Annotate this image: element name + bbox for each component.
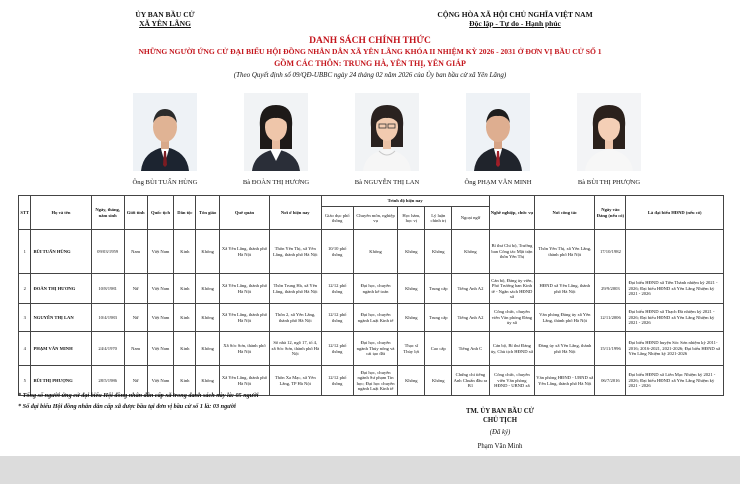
signature-block [430,408,570,451]
cell-edu-political: Trung cấp [425,274,452,304]
issuer-line1: ỦY BAN BẦU CỬ [135,10,195,19]
cell-residence: Thôn Trung Hà, xã Yên Lãng, thành phố Hà Nội [269,274,321,304]
cell-workplace: HĐND xã Yên Lãng, thành phố Hà Nội [535,274,595,304]
header-hometown: Quê quán [220,196,270,230]
candidate-caption-5: Bà BÙI THỊ PHƯỢNG [577,179,641,186]
cell-party-date: 15/11/1996 [595,332,626,366]
cell-ethnicity: Kinh [174,304,196,332]
cell-workplace: Thôn Yên Thị, xã Yên Lãng, thành phố Hà Nội [535,230,595,274]
header-religion: Tôn giáo [196,196,220,230]
cell-party-date: 29/9/2003 [595,274,626,304]
cell-workplace: Văn phòng HĐND - UBND xã Yên Lãng, thành phố Hà Nội [535,366,595,396]
cell-occupation: Công chức, chuyên viên Văn phòng HĐND - UBND xã [489,366,535,396]
header-residence: Nơi ở hiện nay [269,196,321,230]
cell-council: Đại biểu HĐND xã Thạch Đà nhiệm kỳ 2021 - 2026; Đại biểu HĐND xã Yên Lãng Nhiệm kỳ 2021 - 2026 [626,304,724,332]
note-seats: * Số đại biểu Hội đồng nhân dân cấp xã được bầu tại đơn vị bầu cử số 1 là: 03 người [18,403,236,410]
cell-edu-degree: Không [398,230,425,274]
candidate-photo-1 [133,93,197,171]
signature-org: TM. ỦY BAN BẦU CỬ [465,408,535,415]
cell-dob: 09/03/1959 [91,230,124,274]
header-education-group: Trình độ hiện nay [321,196,489,207]
cell-sex: Nữ [124,304,147,332]
cell-party-date: 17/10/1982 [595,230,626,274]
cell-name: PHẠM VĂN MINH [31,332,91,366]
villages-line: GỒM CÁC THÔN: TRUNG HÀ, YÊN THỊ, YÊN GIÁP [274,59,466,68]
candidate-photo-2 [244,93,308,171]
candidate-caption-4: Ông PHẠM VĂN MINH [464,179,532,186]
cell-nationality: Việt Nam [147,332,174,366]
header-workplace: Nơi công tác [535,196,595,230]
cell-edu-general: 12/12 phổ thông [321,304,353,332]
cell-edu-language: Tiếng Anh A2 [452,304,489,332]
candidate-photo-3 [355,93,419,171]
cell-name: ĐOÀN THỊ HƯƠNG [31,274,91,304]
header-council: Là đại biểu HĐND (nếu có) [626,196,724,230]
issuer-line2: XÃ YÊN LÃNG [139,19,191,28]
cell-edu-major: Đại học, chuyên ngành Luật Kinh tế [353,304,398,332]
signature-title: CHỦ TỊCH [482,416,518,424]
cell-hometown: Xã Yên Lãng, thành phố Hà Nội [220,230,270,274]
bottom-margin [0,456,740,484]
cell-name: BÙI TUẤN HÙNG [31,230,91,274]
cell-edu-major: Đại học, chuyên ngành Sư phạm Tin học; Đại học chuyên ngành Luật Kinh tế [353,366,398,396]
candidate-caption-2: Bà ĐOÀN THỊ HƯƠNG [242,179,310,186]
cell-edu-degree: Không [398,304,425,332]
cell-ethnicity: Kinh [174,366,196,396]
national-header [415,10,615,28]
cell-stt: 4 [19,332,31,366]
cell-religion: Không [196,230,220,274]
cell-edu-language: Tiếng Anh A2 [452,274,489,304]
header-edu-language: Ngoại ngữ [452,207,489,230]
cell-council: Đại biểu HĐND xã Liên Mạc Nhiệm kỳ 2021 - 2026; Đại biểu HĐND xã Yên Lãng Nhiệm kỳ 2021 - 2026 [626,366,724,396]
cell-religion: Không [196,304,220,332]
cell-party-date: 06/7/2016 [595,366,626,396]
cell-residence: Thôn Yên Thị, xã Yên Lãng, thành phố Hà Nội [269,230,321,274]
cell-nationality: Việt Nam [147,304,174,332]
cell-council [626,230,724,274]
cell-occupation: Cán bộ, Đảng ủy viên, Phó Trưởng ban Kinh tế - Ngân sách HĐND xã [489,274,535,304]
cell-occupation: Bí thư Chi bộ, Trưởng ban Công tác Mặt trận thôn Yên Thị [489,230,535,274]
national-motto: Độc lập - Tự do - Hạnh phúc [469,19,561,28]
header-edu-general: Giáo dục phổ thông [321,207,353,230]
table-row [19,304,724,332]
cell-dob: 24/4/1970 [91,332,124,366]
cell-occupation: Công chức, chuyên viên Văn phòng Đảng ủy xã [489,304,535,332]
cell-sex: Nam [124,230,147,274]
header-dob: Ngày, tháng, năm sinh [91,196,124,230]
cell-occupation: Cán bộ, Bí thư Đảng ủy, Chủ tịch HĐND xã [489,332,535,366]
cell-edu-major: Không [353,230,398,274]
cell-edu-major: Đại học, chuyên ngành kế toán [353,274,398,304]
cell-sex: Nữ [124,274,147,304]
table-row [19,230,724,274]
cell-hometown: Xã Yên Lãng, thành phố Hà Nội [220,304,270,332]
header-party-date: Ngày vào Đảng (nếu có) [595,196,626,230]
cell-religion: Không [196,366,220,396]
signature-name: Phạm Văn Minh [477,442,523,450]
cell-edu-political: Không [425,230,452,274]
national-line1: CỘNG HÒA XÃ HỘI CHỦ NGHĨA VIỆT NAM [437,10,593,19]
cell-nationality: Việt Nam [147,274,174,304]
cell-council: Đại biểu HĐND huyện Sóc Sơn nhiệm kỳ 2011-2016; 2016-2021, 2021-2026; Đại biểu HĐND xã Yên Lãng Nhiệm kỳ 2021-2026 [626,332,724,366]
signature-status: (Đã ký) [489,429,511,436]
cell-hometown: Xã Yên Lãng, thành phố Hà Nội [220,274,270,304]
header-edu-major: Chuyên môn, nghiệp vụ [353,207,398,230]
header-stt: STT [19,196,31,230]
cell-residence: Số nhà 12, ngõ 17, tổ 4, xã Sóc Sơn, thành phố Hà Nội [269,332,321,366]
cell-stt: 3 [19,304,31,332]
cell-name: BÙI THỊ PHƯỢNG [31,366,91,396]
candidate-photo-4 [466,93,530,171]
cell-ethnicity: Kinh [174,230,196,274]
cell-edu-general: 12/12 phổ thông [321,366,353,396]
cell-stt: 5 [19,366,31,396]
table-row [19,366,724,396]
candidate-caption-3: Bà NGUYỄN THỊ LAN [354,179,420,186]
cell-edu-language: Chứng chỉ tiếng Anh Chuẩn đầu ra B1 [452,366,489,396]
cell-edu-general: 10/10 phổ thông [321,230,353,274]
cell-nationality: Việt Nam [147,230,174,274]
candidate-caption-1: Ông BÙI TUẤN HÙNG [132,179,198,186]
cell-edu-political: Cao cấp [425,332,452,366]
cell-ethnicity: Kinh [174,274,196,304]
cell-edu-political: Không [425,366,452,396]
header-ethnicity: Dân tộc [174,196,196,230]
cell-edu-political: Trung cấp [425,304,452,332]
cell-sex: Nữ [124,366,147,396]
cell-religion: Không [196,274,220,304]
cell-residence: Thôn 2, xã Yên Lãng, thành phố Hà Nội [269,304,321,332]
document-subtitle: NHỮNG NGƯỜI ỨNG CỬ ĐẠI BIỂU HỘI ĐỒNG NHÂN DÂN XÃ YÊN LÃNG KHÓA II NHIỆM KỲ 2026 - 2031 Ở ĐƠN VỊ BẦU CỬ SỐ 1 [138,47,602,56]
note-total-candidates: * Tổng số người ứng cử đại biểu Hội đồng nhân dân cấp xã trong danh sách này là: 05 người [18,392,259,399]
cell-dob: 28/5/1986 [91,366,124,396]
cell-stt: 2 [19,274,31,304]
cell-name: NGUYỄN THỊ LAN [31,304,91,332]
cell-edu-language: Tiếng Anh C [452,332,489,366]
cell-ethnicity: Kinh [174,332,196,366]
cell-workplace: Đảng ủy xã Yên Lãng, thành phố Hà Nội [535,332,595,366]
document-title: DANH SÁCH CHÍNH THỨC [309,36,431,46]
header-nationality: Quốc tịch [147,196,174,230]
header-name: Họ và tên [31,196,91,230]
header-sex: Giới tính [124,196,147,230]
cell-stt: 1 [19,230,31,274]
cell-edu-general: 12/12 phổ thông [321,332,353,366]
cell-residence: Thôn Xa Mạc, xã Yên Lãng, TP Hà Nội [269,366,321,396]
cell-workplace: Văn phòng Đảng ủy xã Yên Lãng, thành phố Hà Nội [535,304,595,332]
header-occupation: Nghề nghiệp, chức vụ [489,196,535,230]
cell-hometown: Xã Yên Lãng, thành phố Hà Nội [220,366,270,396]
cell-edu-degree: Không [398,366,425,396]
cell-dob: 10/8/1981 [91,274,124,304]
cell-edu-language: Không [452,230,489,274]
cell-hometown: Xã Sóc Sơn, thành phố Hà Nội [220,332,270,366]
cell-edu-degree: Không [398,274,425,304]
header-edu-political: Lý luận chính trị [425,207,452,230]
header-edu-degree: Học hàm, học vị [398,207,425,230]
cell-edu-degree: Thạc sĩ Thủy lợi [398,332,425,366]
cell-edu-general: 12/12 phổ thông [321,274,353,304]
decision-line: (Theo Quyết định số 09/QĐ-UBBC ngày 24 tháng 02 năm 2026 của Ủy ban bầu cử xã Yên Lãng) [233,71,507,79]
cell-edu-major: Đại học, chuyên ngành Thủy nông và cải tạo đất [353,332,398,366]
cell-dob: 10/4/1983 [91,304,124,332]
table-row [19,274,724,304]
candidate-photo-5 [577,93,641,171]
cell-nationality: Việt Nam [147,366,174,396]
cell-party-date: 12/11/2006 [595,304,626,332]
cell-sex: Nam [124,332,147,366]
candidate-table [18,195,724,396]
table-row [19,332,724,366]
cell-religion: Không [196,332,220,366]
cell-council: Đại biểu HĐND xã Tiền Thành nhiệm kỳ 2021 - 2026; Đại biểu HĐND xã Yên Lãng Nhiệm kỳ 2021 - 2026 [626,274,724,304]
issuer-header [110,10,220,28]
